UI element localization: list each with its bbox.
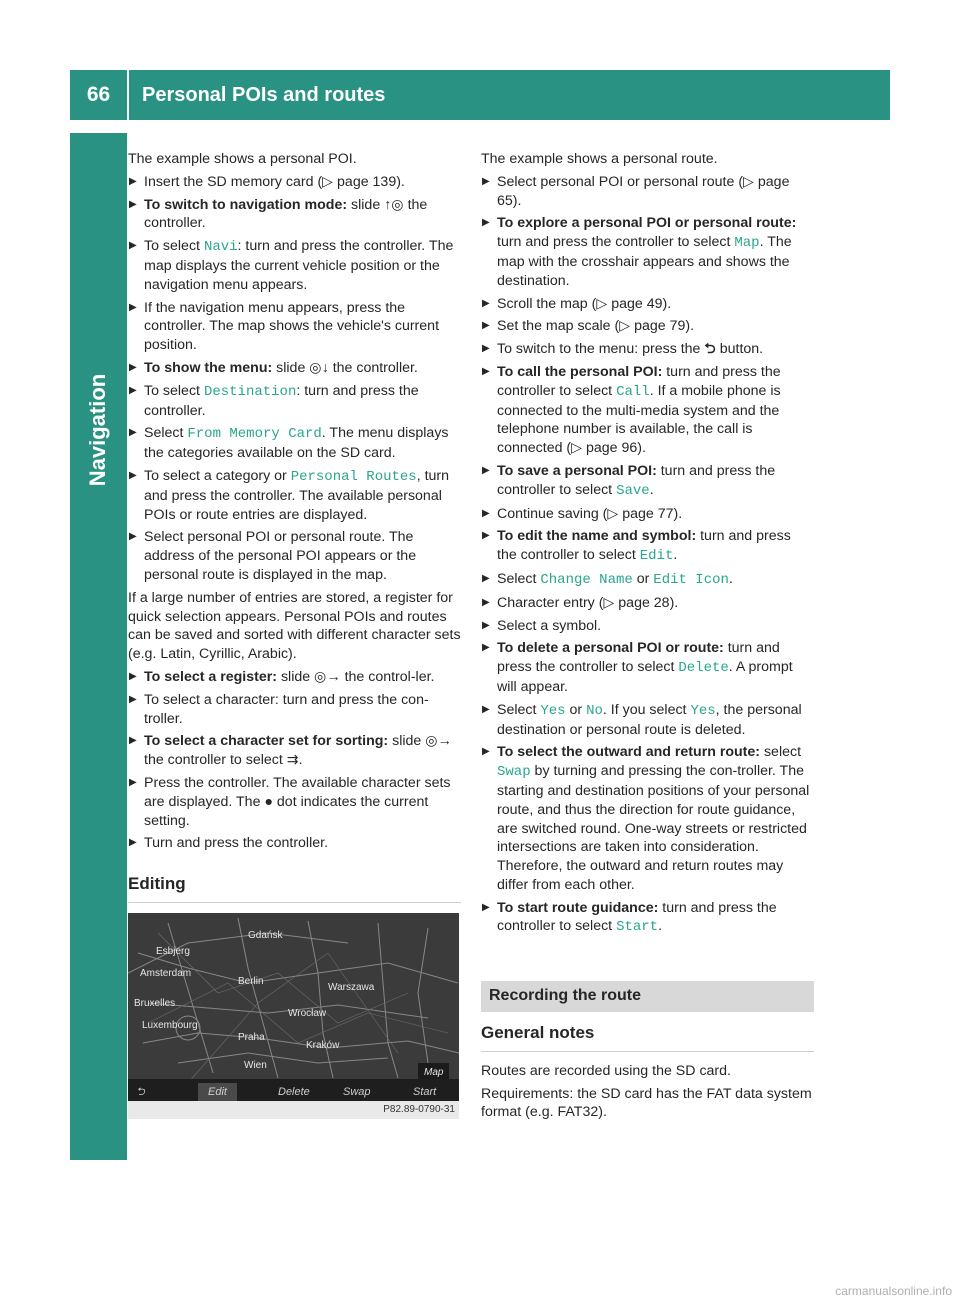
map-label: Berlin: [238, 975, 264, 987]
menu-item-destination: Destination: [203, 383, 297, 400]
section-heading-general-notes: General notes: [481, 1012, 814, 1052]
paragraph: Requirements: the SD card has the FAT data system format (e.g. FAT32).: [481, 1085, 812, 1121]
softkey-start[interactable]: Start: [413, 1085, 437, 1098]
map-label: Wrocław: [288, 1007, 327, 1019]
step: [481, 899, 814, 938]
step-text: slide ◎→ the controller to select ⇉.: [144, 733, 452, 769]
step-text: turn and press the controller to select: [497, 640, 780, 676]
back-button-icon: ⮌: [704, 341, 716, 358]
page-number: 66: [86, 83, 111, 106]
menu-item-delete: Delete: [678, 660, 729, 677]
menu-item-edit-icon: Edit Icon: [653, 571, 729, 588]
menu-item-call: Call: [616, 383, 650, 400]
left-column: [128, 150, 461, 1119]
section-heading-recording: Recording the route: [481, 981, 814, 1012]
step-text: Select: [497, 570, 541, 587]
step: ▶ Scroll the map (▷ page 49).: [481, 295, 814, 314]
map-label: Esbjerg: [156, 945, 190, 957]
step-text: : turn and press the controller.: [144, 382, 419, 419]
step-heading: To save a personal POI:: [497, 462, 657, 479]
intro-text: The example shows a personal POI.: [128, 151, 357, 167]
step: ▶ Select personal POI or personal route. The address of the personal POI appears or the personal route is displayed in the map.: [128, 528, 461, 584]
step: ▶ Continue saving (▷ page 77).: [481, 505, 814, 524]
step-text: . A prompt will appear.: [497, 659, 793, 695]
step-text: turn and press the controller to select: [497, 363, 781, 399]
map-label: Luxembourg: [142, 1019, 198, 1031]
menu-item-save: Save: [616, 482, 650, 499]
step-heading: To switch to navigation mode:: [144, 196, 348, 213]
step-text: . The map with the crosshair appears and shows the destination.: [497, 234, 792, 289]
step-text: turn and press the controller to select: [497, 462, 776, 498]
map-label: Amsterdam: [140, 967, 192, 979]
step-text: select: [760, 744, 802, 761]
step-text: slide ↑◎ the controller.: [144, 196, 428, 232]
step: [481, 527, 814, 566]
intro-text: The example shows a personal route.: [481, 151, 718, 167]
menu-item-map: Map: [734, 235, 760, 252]
step: ▶ Turn and press the controller.: [128, 834, 461, 853]
map-screenshot: [128, 913, 459, 1119]
step-text: button.: [715, 341, 764, 358]
step: [481, 701, 814, 740]
page-title: Personal POIs and routes: [142, 84, 386, 106]
step: [128, 467, 461, 524]
side-tab-label: Navigation: [85, 373, 110, 487]
menu-item-change-name: Change Name: [540, 571, 633, 588]
back-icon[interactable]: ⮌: [136, 1085, 145, 1098]
paragraph: Routes are recorded using the SD card.: [481, 1062, 731, 1079]
step-heading: To select the outward and return route:: [497, 744, 761, 761]
map-label: Wien: [244, 1059, 267, 1071]
step-text: slide ◎→ the control-ler.: [277, 668, 435, 685]
step: [128, 237, 461, 294]
step: [481, 363, 814, 458]
step: ▶ To select a character: turn and press the con-troller.: [128, 691, 461, 729]
step-text: To select a category or: [144, 467, 291, 484]
map-label: Warszawa: [328, 981, 375, 993]
step-heading: To edit the name and symbol:: [497, 528, 697, 545]
step: [481, 743, 814, 894]
step-text: .: [649, 481, 654, 498]
step: [481, 214, 814, 290]
step-text: turn and press the controller to select: [497, 899, 777, 935]
softkey-swap[interactable]: Swap: [343, 1085, 371, 1098]
figure-reference: [128, 1101, 459, 1119]
menu-item-navi: Navi: [203, 239, 238, 256]
step-text: , the personal destination or personal route is deleted.: [497, 701, 802, 738]
step: ▶ Select a symbol.: [481, 617, 814, 636]
step-heading: To start route guidance:: [497, 899, 659, 916]
step-text: . If you select: [602, 701, 691, 718]
step-text: : turn and press the controller. The map displays the current vehicle position or the navigation menu appears.: [144, 238, 454, 293]
step-text: Select: [144, 425, 188, 442]
step: ▶ Character entry (▷ page 28).: [481, 594, 814, 613]
step: [128, 668, 461, 687]
step-text: or: [632, 570, 654, 587]
header-divider: [127, 70, 129, 120]
step-heading: To delete a personal POI or route:: [497, 640, 724, 657]
figure-reference-text: P82.89-0790-31: [383, 1103, 455, 1115]
map-softkey-bar: [128, 1079, 459, 1101]
step: [128, 732, 461, 770]
step: [481, 639, 814, 696]
menu-item-yes: Yes: [540, 702, 566, 719]
step-text: . If a mobile phone is connected to the multi-media system and the telephone number is available, the call is connected (▷ page 96).: [497, 382, 781, 457]
step-text: To select: [144, 382, 204, 399]
softkey-delete[interactable]: Delete: [278, 1085, 310, 1098]
menu-item-from-memory-card: From Memory Card: [187, 426, 322, 443]
step: [128, 196, 461, 234]
map-label: Bruxelles: [134, 997, 176, 1009]
softkey-edit[interactable]: Edit: [198, 1083, 237, 1102]
step: [481, 462, 814, 501]
step: ▶ Press the controller. The available character sets are displayed. The ● dot indicates the current setting.: [128, 774, 461, 830]
step-text: To select: [144, 238, 204, 255]
step: [481, 570, 814, 590]
step-text: .: [658, 918, 663, 935]
step: ▶ If the navigation menu appears, press the controller. The map shows the vehicle's current position.: [128, 299, 461, 355]
step-text: To switch to the menu: press the: [497, 341, 705, 358]
step-heading: To show the menu:: [144, 359, 273, 376]
step-text: by turning and pressing the con-troller. The starting and destination positions of your personal route, and thus the direction for route guidance, are switched round. One-way streets or restricted intersections are taken into consideration. Therefore, the outward and return routes may differ from each other.: [497, 763, 810, 893]
side-tab: [70, 133, 127, 1160]
watermark: carmanualsonline.info: [835, 1284, 952, 1298]
menu-item-personal-routes: Personal Routes: [290, 468, 417, 485]
step-text: or: [565, 701, 587, 718]
menu-item-edit: Edit: [639, 548, 674, 565]
menu-item-yes: Yes: [690, 702, 716, 719]
step: [128, 424, 461, 463]
step: ▶ Insert the SD memory card (▷ page 139).: [128, 173, 461, 192]
map-label: Gdańsk: [248, 929, 283, 941]
section-heading-editing: Editing: [128, 857, 461, 903]
step-text: , turn and press the controller. The available personal POIs or route entries are displayed.: [144, 467, 450, 523]
step-text: .: [673, 547, 678, 564]
step-text: Select: [497, 701, 541, 718]
step-text: turn and press the controller to select: [497, 234, 735, 251]
paragraph: If a large number of entries are stored, a register for quick selection appears. Personal POIs and routes can be saved and sorted with different character sets (e.g. Latin, Cyrillic, Arabic).: [128, 589, 461, 663]
map-label: Kraków: [306, 1039, 340, 1051]
map-button-map[interactable]: Map: [418, 1063, 449, 1084]
menu-item-start: Start: [616, 919, 659, 936]
step-heading: To call the personal POI:: [497, 363, 663, 380]
step-text: turn and press the controller to select: [497, 528, 791, 564]
step-text: . The menu displays the categories available on the SD card.: [144, 425, 449, 462]
step: [128, 382, 461, 421]
step-text: .: [728, 570, 733, 587]
step-heading: To select a register:: [144, 668, 277, 685]
step: ▶ Select personal POI or personal route (▷ page 65).: [481, 173, 814, 211]
step-heading: To select a character set for sorting:: [144, 733, 389, 750]
step: ▶ Set the map scale (▷ page 79).: [481, 317, 814, 336]
menu-item-no: No: [586, 702, 603, 719]
right-column: [481, 150, 814, 1126]
step-heading: To explore a personal POI or personal route:: [497, 215, 797, 232]
step-text: slide ◎↓ the controller.: [272, 359, 418, 376]
step: [128, 359, 461, 378]
menu-item-swap: Swap: [497, 764, 531, 781]
map-label: Praha: [238, 1031, 265, 1043]
step: [481, 340, 814, 359]
